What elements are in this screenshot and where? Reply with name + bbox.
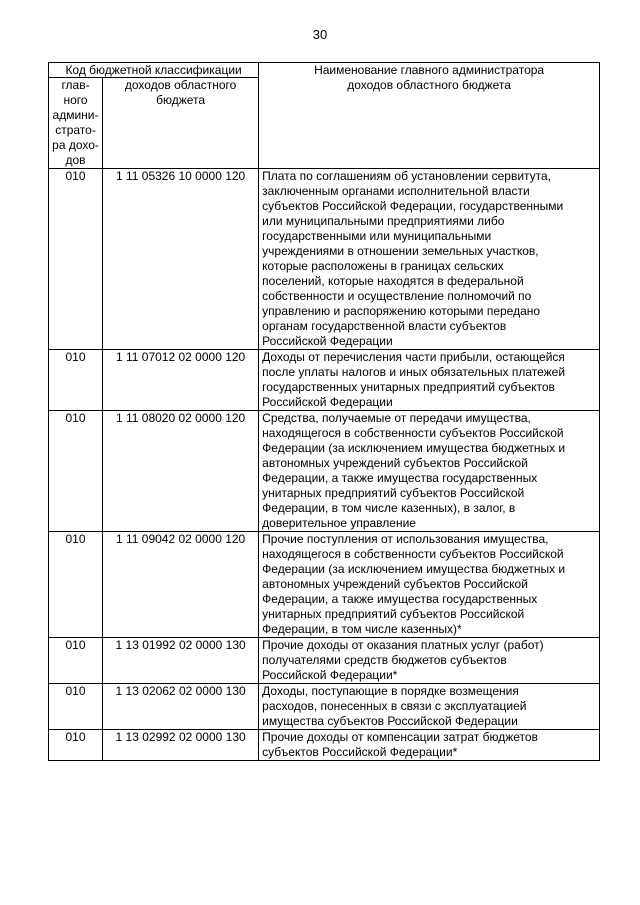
budget-classification-table [48, 62, 600, 761]
revenue-code-cell: 1 11 07012 02 0000 120 [103, 350, 259, 411]
revenue-name-cell: Средства, получаемые от передачи имущества, находящегося в собственности субъектов Российской Федерации (за исключением имущества бюджетных и автономных учреждений субъектов Российской Федерации, а также имущества государственных унитарных предприятий субъектов Российской Федерации, в том числе казенных), в залог, в доверительное управление [259, 411, 600, 532]
table-row [49, 411, 600, 532]
admin-code-cell: 010 [49, 638, 103, 684]
revenue-code-cell: 1 11 05326 10 0000 120 [103, 169, 259, 350]
revenue-name-cell: Плата по соглашениям об установлении сервитута, заключенным органами исполнительной власти субъектов Российской Федерации, государственными или муниципальными предприятиями либо государственными или муниципальными учреждениями в отношении земельных участков, которые расположены в границах сельских поселений, которые находятся в федеральной собственности и осуществление полномочий по управлению и распоряжению которыми передано органам государственной власти субъектов Российской Федерации [259, 169, 600, 350]
revenue-code-cell: 1 13 02992 02 0000 130 [103, 730, 259, 761]
revenue-name-cell: Доходы, поступающие в порядке возмещения расходов, понесенных в связи с эксплуатацией имущества субъектов Российской Федерации [259, 684, 600, 730]
revenue-code-cell: 1 11 09042 02 0000 120 [103, 532, 259, 638]
table-row [49, 350, 600, 411]
table-row [49, 730, 600, 761]
admin-code-cell: 010 [49, 684, 103, 730]
admin-code-cell: 010 [49, 532, 103, 638]
revenue-name-cell: Доходы от перечисления части прибыли, остающейся после уплаты налогов и иных обязательных платежей государственных унитарных предприятий субъектов Российской Федерации [259, 350, 600, 411]
revenue-code-cell: 1 13 01992 02 0000 130 [103, 638, 259, 684]
revenue-name-cell: Прочие доходы от оказания платных услуг (работ) получателями средств бюджетов субъектов Российской Федерации* [259, 638, 600, 684]
header-administrator-name: Наименование главного администратора доходов областного бюджета [259, 63, 600, 169]
table-row [49, 638, 600, 684]
page-number: 30 [312, 27, 328, 42]
header-budget-classification-code: Код бюджетной классификации [49, 63, 259, 78]
header-main-administrator: глав- ного админи- страто- ра дохо- дов [49, 78, 103, 169]
revenue-name-cell: Прочие доходы от компенсации затрат бюджетов субъектов Российской Федерации* [259, 730, 600, 761]
table-body [49, 169, 600, 761]
header-revenue-code: доходов областного бюджета [103, 78, 259, 169]
table-header-row-group [49, 63, 600, 78]
admin-code-cell: 010 [49, 411, 103, 532]
revenue-code-cell: 1 11 08020 02 0000 120 [103, 411, 259, 532]
revenue-name-cell: Прочие поступления от использования имущества, находящегося в собственности субъектов Российской Федерации (за исключением имущества бюджетных и автономных учреждений субъектов Российской Федерации, а также имущества государственных унитарных предприятий субъектов Российской Федерации, в том числе казенных)* [259, 532, 600, 638]
admin-code-cell: 010 [49, 730, 103, 761]
admin-code-cell: 010 [49, 169, 103, 350]
admin-code-cell: 010 [49, 350, 103, 411]
table-row [49, 169, 600, 350]
revenue-code-cell: 1 13 02062 02 0000 130 [103, 684, 259, 730]
table-row [49, 532, 600, 638]
table-row [49, 684, 600, 730]
